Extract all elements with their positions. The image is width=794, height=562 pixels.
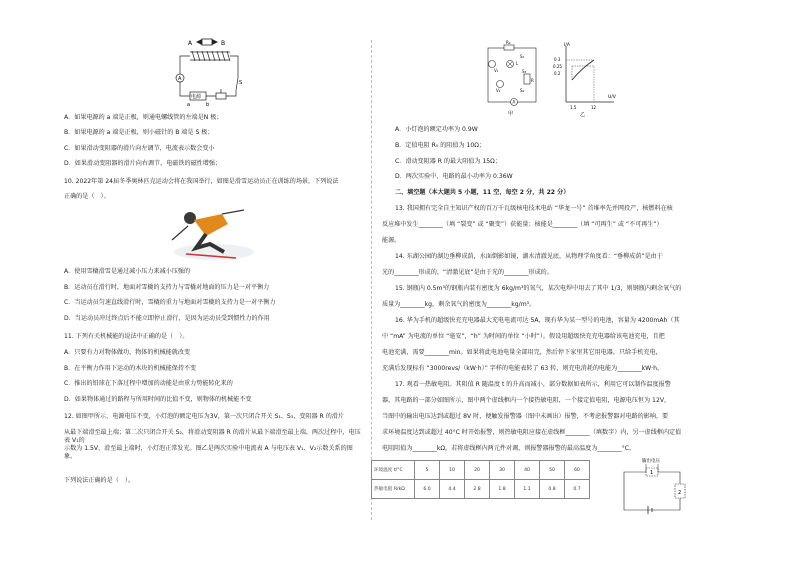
q17-data-table — [371, 460, 590, 499]
skier-photo — [166, 204, 256, 262]
q10-option-d: D．当运动员冲过终点后不能立即停止滑行，是因为运动员受到惯性力的作用 — [64, 315, 270, 322]
q16-line3: 电池充满，需要________min。如果将此电池电量全部用完，然后停下家里其它用电器，只给手机充电， — [382, 349, 662, 356]
pole-a-label: A — [188, 40, 193, 47]
table-cell: 40 — [515, 461, 540, 480]
graph-guidelines — [566, 60, 594, 102]
q12-stem-line2: 从最下端滑至最上端；第二次只闭合开关 S₂，将滑动变阻器 R 的滑片从最下端滑至最上端，两次过程中，电压表 V₁的 — [64, 429, 361, 444]
v2-label: V₂ — [496, 88, 501, 93]
table-cell: 1.8 — [490, 480, 515, 499]
compass-needle-right — [212, 39, 218, 45]
table-cell: 2.8 — [465, 480, 490, 499]
q9-option-c: C．如果滑动变阻器的滑片向左调节，电流表示数会变小 — [64, 145, 215, 152]
q17-line2: 器，其电路的一部分如图所示，图中两个虚线框内一个接热敏电阻，一个接定值电阻，电源电压恒为 12V， — [382, 397, 671, 404]
rheostat-r-symbol — [524, 74, 530, 84]
table-header-resistance: 热敏电阻 R/kΩ — [372, 480, 415, 499]
graph-y-tick-3: 0.2 — [554, 71, 561, 76]
graph-curve — [572, 60, 594, 80]
graph-y-tick-2: 0.25 — [553, 64, 562, 69]
v1-label: V₁ — [494, 68, 499, 73]
s3-label: S₃ — [522, 69, 527, 74]
table-cell: 6.0 — [415, 480, 440, 499]
q11-option-d: D．如果物体通过的路程与所用时间的比值不变，则物体的机械能不变 — [64, 396, 252, 403]
q17-line3: 当图中的输出电压达到或超过 8V 时，便触发报警器（图中未画出）报警，不考虑报警器对电路的影响，要 — [382, 413, 669, 420]
output-voltage-label: 输出电压 — [642, 459, 660, 464]
table-cell: 60 — [565, 461, 590, 480]
table-row — [372, 480, 590, 499]
solenoid-circuit-figure — [172, 38, 252, 110]
skier-helmet — [184, 212, 196, 224]
v2-symbol — [497, 81, 504, 88]
q9-option-a: A．如果电源的 a 端是正极，则通电螺线管的左端是N 极； — [64, 114, 223, 121]
table-cell: 20 — [465, 461, 490, 480]
graph-x-axis-label: U/V — [608, 95, 616, 100]
q12-option-d: D．两次实验中，电路的最小功率为 0.36W — [395, 173, 513, 180]
q14-line2: 光的________形成的，“清澈见底”是由于光的________形成的。 — [382, 269, 553, 276]
compass-needle-left — [196, 39, 202, 45]
graph-y-axis-label: I/A — [564, 43, 570, 48]
table-cell: 0.7 — [565, 480, 590, 499]
r0-symbol — [504, 45, 514, 50]
q17-circuit-figure — [614, 456, 694, 518]
table-cell: 5 — [415, 461, 440, 480]
q16-line2: 中 “mA” 为电流的单位 “毫安”，“h” 为时间的单位 “小时”）。假设用超级快充充电器给该电池充电，且把 — [382, 333, 665, 340]
rheostat-symbol — [216, 93, 226, 99]
q11-option-c: C．推出的铅球在下落过程中增加的动能是由重力势能转化来的 — [64, 380, 233, 387]
q16-line1: 16. 华为手机的超级快充充电器最大充电电流可达 5A，现有华为某一型号的电池，容量为 4200mAh（其 — [395, 317, 680, 324]
section-2-heading: 二、填空题（本大题共 5 小题，11 空，每空 2 分，共 22 分） — [395, 189, 570, 196]
column-divider — [371, 40, 372, 520]
q17-line1: 17. 观看一热敏电阻。其阻值 R 随温度 t 的升高而减小，部分数据如表所示，利用它可以制作温度报警 — [395, 381, 671, 388]
q12-stem-line1: 12. 如图甲所示，电源电压不变，小灯泡的额定电压为3V，第一次只闭合开关 S₁、S₃，变阻器 R 的滑片 — [64, 413, 344, 420]
q13-line1: 13. 我国拥有完全自主知识产权的百万千瓦级核电技术电站 “华龙一号” 首堆率先并网投产，核燃料在核 — [395, 205, 673, 212]
q17-line5: 电阻阻值为________kΩ。若将虚线框内两元件对调，则报警器报警的最高温度为________°C。 — [382, 445, 636, 452]
switch-lever — [236, 78, 238, 90]
box-1-label: 1 — [650, 470, 654, 476]
circuit-wires — [180, 56, 238, 96]
s2-label: S₂ — [520, 88, 525, 93]
table-cell: 10 — [440, 461, 465, 480]
q15-line1: 15. 钢瓶内 0.5m³的钢瓶内装有密度为 6kg/m³的氧气，某次电焊中用去了其中 1/3，则钢瓶内剩余氧气的 — [395, 285, 682, 292]
terminal-a-label: a — [187, 102, 191, 108]
s1-label: S₁ — [520, 54, 525, 59]
q12-option-a: A．小灯泡的额定功率为 0.9W — [395, 126, 478, 133]
label-jia: 甲 — [508, 111, 514, 117]
q12-graph — [552, 40, 622, 118]
battery-label: 电源 — [191, 94, 202, 100]
table-cell: 0.8 — [540, 480, 565, 499]
q9-option-b: B．如果电源的 a 端是正极，则小磁针的 B 端是 S 极； — [64, 129, 214, 136]
q13-line2: 反应堆中发生________（填 “裂变” 或 “聚变”）获能量；核能是________（填 “可再生” 或 “不可再生”） — [382, 221, 663, 228]
table-row — [372, 461, 590, 480]
q14-line1: 14. 东湖公园的湖边垂柳成荫，水面倒影如镜，湖水清澈见底，从物理学角度看：“垂柳成荫”是由于 — [395, 253, 663, 260]
rheostat-r-label: R — [531, 78, 534, 83]
graph-x-tick-1: 1.5 — [570, 105, 577, 110]
q12-circuit-figure — [480, 40, 546, 118]
q12-stem-line4: 下列说法正确的是（ ）。 — [64, 477, 135, 484]
q10-stem-line1: 10. 2022年第 24届冬季奥林匹克运动会将在我国举行，如图是滑雪运动员正在训练的场景，下列说法 — [64, 178, 339, 185]
q13-line3: 能源。 — [382, 237, 401, 244]
q15-line2: 质量为________kg，剩余氧气的密度为________kg/m³。 — [382, 301, 536, 308]
compass-needle — [202, 39, 212, 45]
graph-axes — [566, 46, 614, 102]
r0-label: R₀ — [506, 40, 511, 45]
graph-x-tick-2: 12 — [591, 105, 597, 110]
table-cell: 30 — [490, 461, 515, 480]
q12-option-b: B．定值电阻 R₀ 的阻值为 10Ω； — [395, 142, 486, 149]
label-yi: 乙 — [580, 112, 586, 118]
q12-option-c: C．滑动变阻器 R 的最大阻值为 15Ω； — [395, 158, 501, 165]
q10-option-b: B．运动员在滑行时，地面对雪橇的支持力与雪橇对地面的压力是一对平衡力 — [64, 284, 270, 291]
lamp-label: L — [516, 61, 519, 66]
q17-circuit-loop — [624, 472, 680, 510]
q10-stem-line2: 正确的是（ ）。 — [64, 193, 110, 200]
q11-option-a: A．只要有力对物体做功，物体的机械能就改变 — [64, 349, 191, 356]
switch-label: S — [239, 80, 243, 86]
ammeter-a-label: A — [512, 99, 516, 105]
q10-option-a: A．使用雪橇滑雪是通过减小压力来减小压强的 — [64, 268, 191, 275]
terminal-b-label: b — [206, 102, 210, 108]
q11-option-b: B．在平衡力作用下运动的木块的机械能保持不变 — [64, 365, 197, 372]
table-cell: 50 — [540, 461, 565, 480]
q10-option-c: C．当运动员匀速直线滑行时，雪橇的重力与地面对雪橇的支持力是一对平衡力 — [64, 299, 276, 306]
table-header-temp: 环境温度 t/°C — [372, 461, 415, 480]
q12-stem-line3: 示数为 1.5V，滑至最上端时，小灯泡正常发光。图乙是两次实验中电流表 A 与电压表 V₁、V₂示数关系的图象。 — [64, 445, 353, 460]
q16-line4: 充满后发现标有 “3000revs/（kW·h）” 字样的电能表转了 63 转，则充电消耗的电能为________kW·h。 — [382, 365, 664, 372]
v1-symbol — [489, 61, 496, 68]
graph-y-tick-1: 0.3 — [554, 57, 561, 62]
solenoid-coil — [192, 51, 230, 61]
pole-b-label: B — [221, 40, 226, 47]
q11-stem: 11. 下列有关机械能的说法中正确的是（ ）。 — [64, 333, 189, 340]
table-cell: 4.4 — [440, 480, 465, 499]
table-cell: 1.1 — [515, 480, 540, 499]
q17-line4: 求环境温度达到或超过 40°C 时开始报警，则热敏电阻应接在虚线框________（填数字）内，另一虚线框内定值 — [382, 429, 682, 436]
q9-option-d: D．如果滑动变阻器的滑片向右调节，电磁铁的磁性增强； — [64, 160, 222, 167]
box-2-label: 2 — [678, 490, 682, 496]
ammeter-label: A — [178, 76, 182, 82]
